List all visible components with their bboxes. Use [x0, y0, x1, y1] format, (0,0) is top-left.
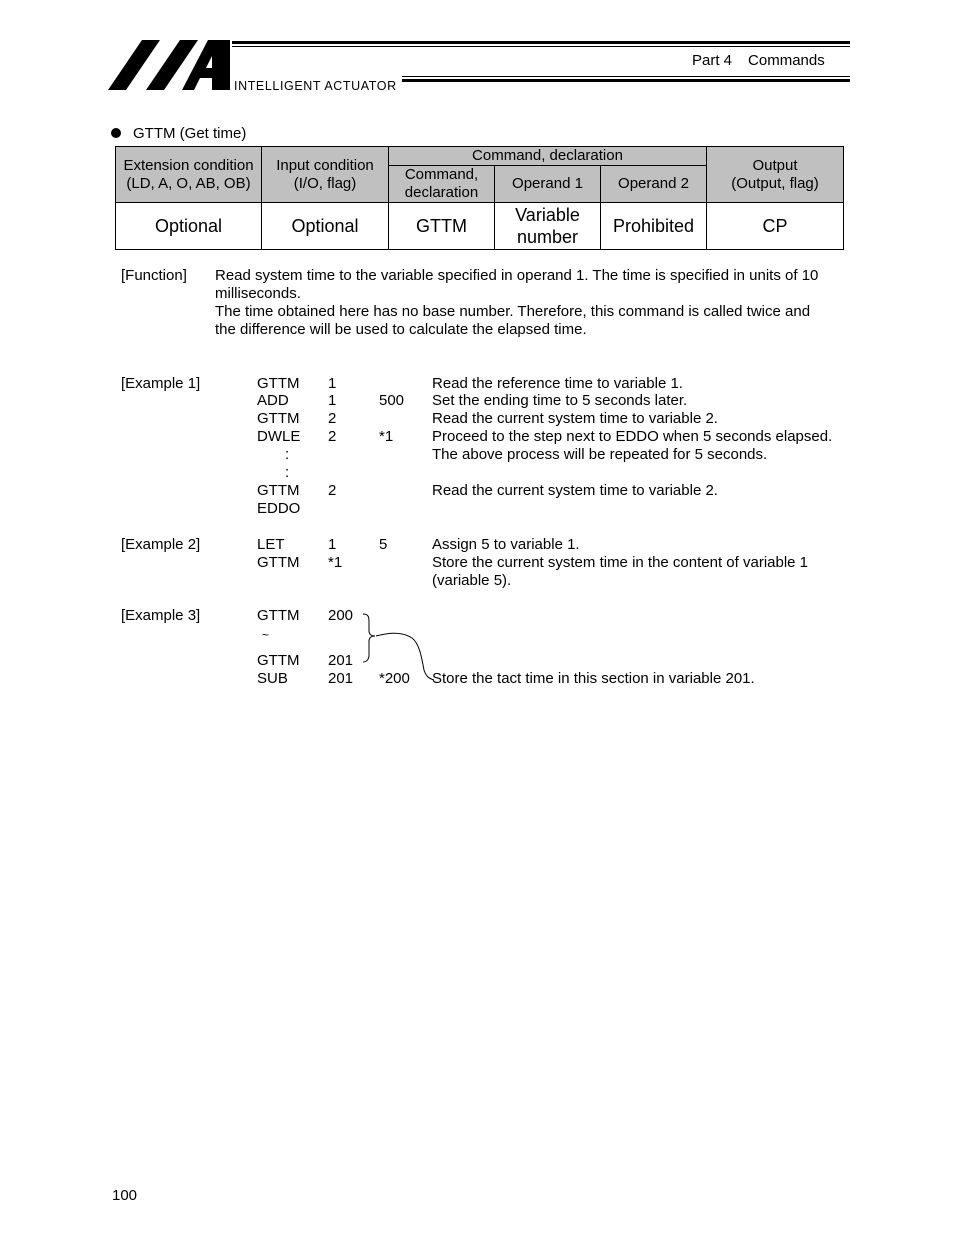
header-line: Extension condition — [123, 156, 254, 174]
page-number: 100 — [112, 1187, 138, 1204]
code-operand-2: *200 — [379, 670, 410, 687]
code-operand-1: 2 — [328, 428, 337, 445]
example-2-label: [Example 2] — [121, 536, 201, 553]
header-line: declaration — [404, 184, 479, 201]
value-operand-1 — [495, 203, 601, 250]
code-command: GTTM — [257, 607, 300, 624]
code-comment: Read the current system time to variable 2. — [432, 410, 718, 427]
function-line: The time obtained here has no base number. Therefore, this command is called twice and — [215, 303, 811, 320]
function-line: Read system time to the variable specified in operand 1. The time is specified in units of 10 — [215, 267, 819, 284]
value-operand-2: Prohibited — [601, 203, 707, 250]
value-line: Variable — [515, 205, 580, 225]
value-line: number — [516, 227, 579, 247]
code-comment: Read the reference time to variable 1. — [432, 375, 683, 392]
example-1-label: [Example 1] — [121, 375, 201, 392]
section-label: Commands — [748, 52, 825, 69]
code-omission: ~ — [262, 628, 270, 642]
code-operand-1: 201 — [328, 670, 354, 687]
code-command: GTTM — [257, 410, 300, 427]
code-operand-2: *1 — [379, 428, 394, 445]
code-command: GTTM — [257, 375, 300, 392]
code-operand-1: 201 — [328, 652, 354, 669]
code-comment: Proceed to the step next to EDDO when 5 seconds elapsed. — [432, 428, 833, 445]
code-comment: Store the current system time in the content of variable 1 — [432, 554, 809, 571]
code-operand-1: 2 — [328, 482, 337, 499]
code-operand-1: *1 — [328, 554, 343, 571]
example-3-label: [Example 3] — [121, 607, 201, 624]
function-label: [Function] — [121, 267, 187, 284]
command-heading: GTTM (Get time) — [133, 125, 247, 142]
code-command: EDDO — [257, 500, 301, 517]
code-command: GTTM — [257, 482, 300, 499]
code-operand-1: 1 — [328, 536, 337, 553]
function-line: milliseconds. — [215, 285, 301, 302]
header-rule — [232, 41, 850, 44]
code-comment: Read the current system time to variable 2. — [432, 482, 718, 499]
header-input-condition — [262, 147, 389, 203]
header-line: (Output, flag) — [731, 174, 819, 192]
header-operand-2: Operand 2 — [601, 166, 707, 203]
brand-wordmark: INTELLIGENT ACTUATOR — [234, 79, 397, 93]
header-line: (LD, A, O, AB, OB) — [126, 174, 251, 192]
code-ellipsis: : — [285, 464, 290, 481]
header-command-group: Command, declaration — [389, 147, 707, 166]
code-comment: The above process will be repeated for 5 seconds. — [432, 446, 768, 463]
value-command: GTTM — [389, 203, 495, 250]
code-command: LET — [257, 536, 285, 553]
part-label: Part 4 — [692, 52, 733, 69]
code-operand-2: 5 — [379, 536, 388, 553]
code-command: GTTM — [257, 652, 300, 669]
header-line: Input condition — [276, 156, 374, 174]
section-title — [692, 52, 825, 69]
header-rule — [232, 46, 850, 47]
function-line: the difference will be used to calculate the elapsed time. — [215, 321, 587, 338]
code-comment: Store the tact time in this section in variable 201. — [432, 670, 755, 687]
code-operand-2: 500 — [379, 392, 405, 409]
header-rule — [402, 79, 850, 82]
code-operand-1: 2 — [328, 410, 337, 427]
header-rule — [402, 76, 850, 77]
header-line: (I/O, flag) — [293, 174, 357, 192]
code-command: ADD — [257, 392, 289, 409]
code-comment: (variable 5). — [432, 572, 512, 589]
value-extension-condition: Optional — [116, 203, 262, 250]
code-command: DWLE — [257, 428, 301, 445]
iai-logo — [108, 38, 234, 92]
code-comment: Set the ending time to 5 seconds later. — [432, 392, 688, 409]
code-operand-1: 1 — [328, 392, 337, 409]
header-output — [707, 147, 844, 203]
bullet-icon — [111, 128, 121, 138]
value-input-condition: Optional — [262, 203, 389, 250]
command-table — [115, 146, 844, 250]
header-operand-1: Operand 1 — [495, 166, 601, 203]
header-line: Output — [752, 156, 798, 174]
value-output: CP — [707, 203, 844, 250]
code-operand-1: 200 — [328, 607, 354, 624]
code-comment: Assign 5 to variable 1. — [432, 536, 580, 553]
code-command: SUB — [257, 670, 288, 687]
header-line: Command, — [404, 166, 479, 183]
function-text — [215, 267, 855, 339]
code-operand-1: 1 — [328, 375, 337, 392]
code-command: GTTM — [257, 554, 300, 571]
bracket-connector-icon — [360, 612, 436, 688]
code-ellipsis: : — [285, 446, 290, 463]
header-command — [389, 166, 495, 203]
header-extension-condition — [116, 147, 262, 203]
